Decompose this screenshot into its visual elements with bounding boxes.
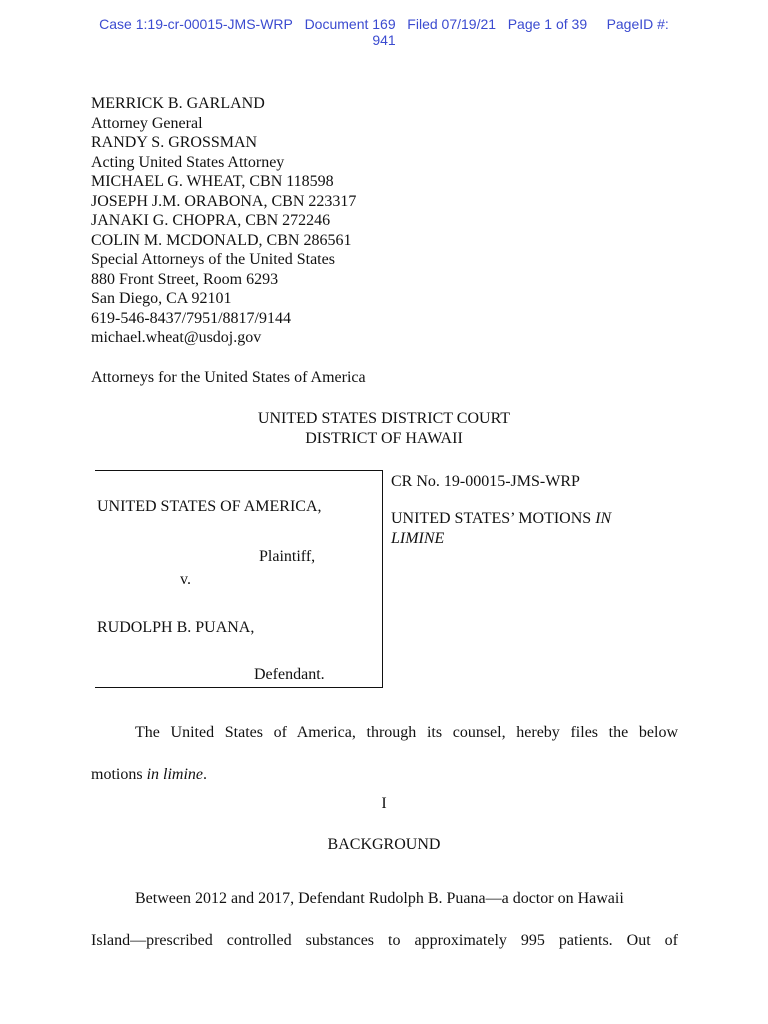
section-heading: BACKGROUND — [327, 836, 441, 853]
court-district: DISTRICT OF HAWAII — [305, 430, 463, 447]
header-case-number: Case 1:19-cr-00015-JMS-WRP — [99, 16, 293, 32]
background-paragraph — [91, 878, 678, 961]
counsel-line: 619-546-8437/7951/8817/9144 — [91, 309, 291, 327]
counsel-line: JOSEPH J.M. ORABONA, CBN 223317 — [91, 192, 357, 210]
intro-line-1: The United States of America, through its counsel, hereby files the below — [135, 724, 678, 741]
motion-title — [391, 509, 661, 549]
counsel-line: JANAKI G. CHOPRA, CBN 272246 — [91, 212, 331, 229]
counsel-line: COLIN M. MCDONALD, CBN 286561 — [91, 231, 352, 249]
caption-defendant-name: RUDOLPH B. PUANA, — [97, 619, 255, 636]
background-line-2: Island—prescribed controlled substances to approximately 995 patients. Out of — [91, 931, 678, 949]
section-number: I — [381, 795, 387, 812]
motion-title-italic: IN LIMINE — [391, 510, 612, 547]
header-page-count: Page 1 of 39 — [507, 16, 588, 32]
caption-versus: v. — [180, 571, 191, 588]
court-title — [0, 409, 768, 449]
header-filed-date: Filed 07/19/21 — [407, 16, 497, 32]
attorneys-for-line: Attorneys for the United States of America — [91, 369, 366, 386]
background-line-1: Between 2012 and 2017, Defendant Rudolph B. Puana—a doctor on Hawaii — [135, 890, 624, 907]
counsel-line: MERRICK B. GARLAND — [91, 95, 265, 112]
court-name: UNITED STATES DISTRICT COURT — [257, 410, 511, 427]
intro-line-2 — [91, 754, 678, 796]
counsel-email: michael.wheat@usdoj.gov — [91, 329, 262, 346]
counsel-line: 880 Front Street, Room 6293 — [91, 270, 279, 288]
intro-line-2-text: motions — [91, 765, 147, 783]
counsel-line: Acting United States Attorney — [91, 153, 285, 171]
header-pageid-label: PageID #: — [606, 16, 669, 32]
counsel-line: San Diego, CA 92101 — [91, 290, 232, 307]
caption-plaintiff-name: UNITED STATES OF AMERICA, — [97, 498, 322, 515]
counsel-line: RANDY S. GROSSMAN — [91, 134, 258, 151]
counsel-line: MICHAEL G. WHEAT, CBN 118598 — [91, 173, 334, 190]
case-number: CR No. 19-00015-JMS-WRP — [391, 473, 580, 490]
ecf-header-stamp — [60, 16, 708, 48]
counsel-block — [91, 94, 356, 348]
counsel-line: Attorney General — [91, 114, 203, 132]
header-pageid-value: 941 — [372, 32, 396, 48]
caption-defendant-role: Defendant. — [254, 666, 325, 683]
case-caption-box — [95, 470, 383, 688]
intro-line-2-italic: in limine — [146, 765, 203, 783]
header-document-number: Document 169 — [304, 16, 396, 32]
caption-plaintiff-role: Plaintiff, — [259, 548, 316, 565]
counsel-line: Special Attorneys of the United States — [91, 251, 335, 268]
intro-paragraph — [91, 712, 678, 795]
intro-line-2-end: . — [203, 765, 207, 783]
motion-title-text: UNITED STATES’ MOTIONS — [391, 510, 596, 527]
